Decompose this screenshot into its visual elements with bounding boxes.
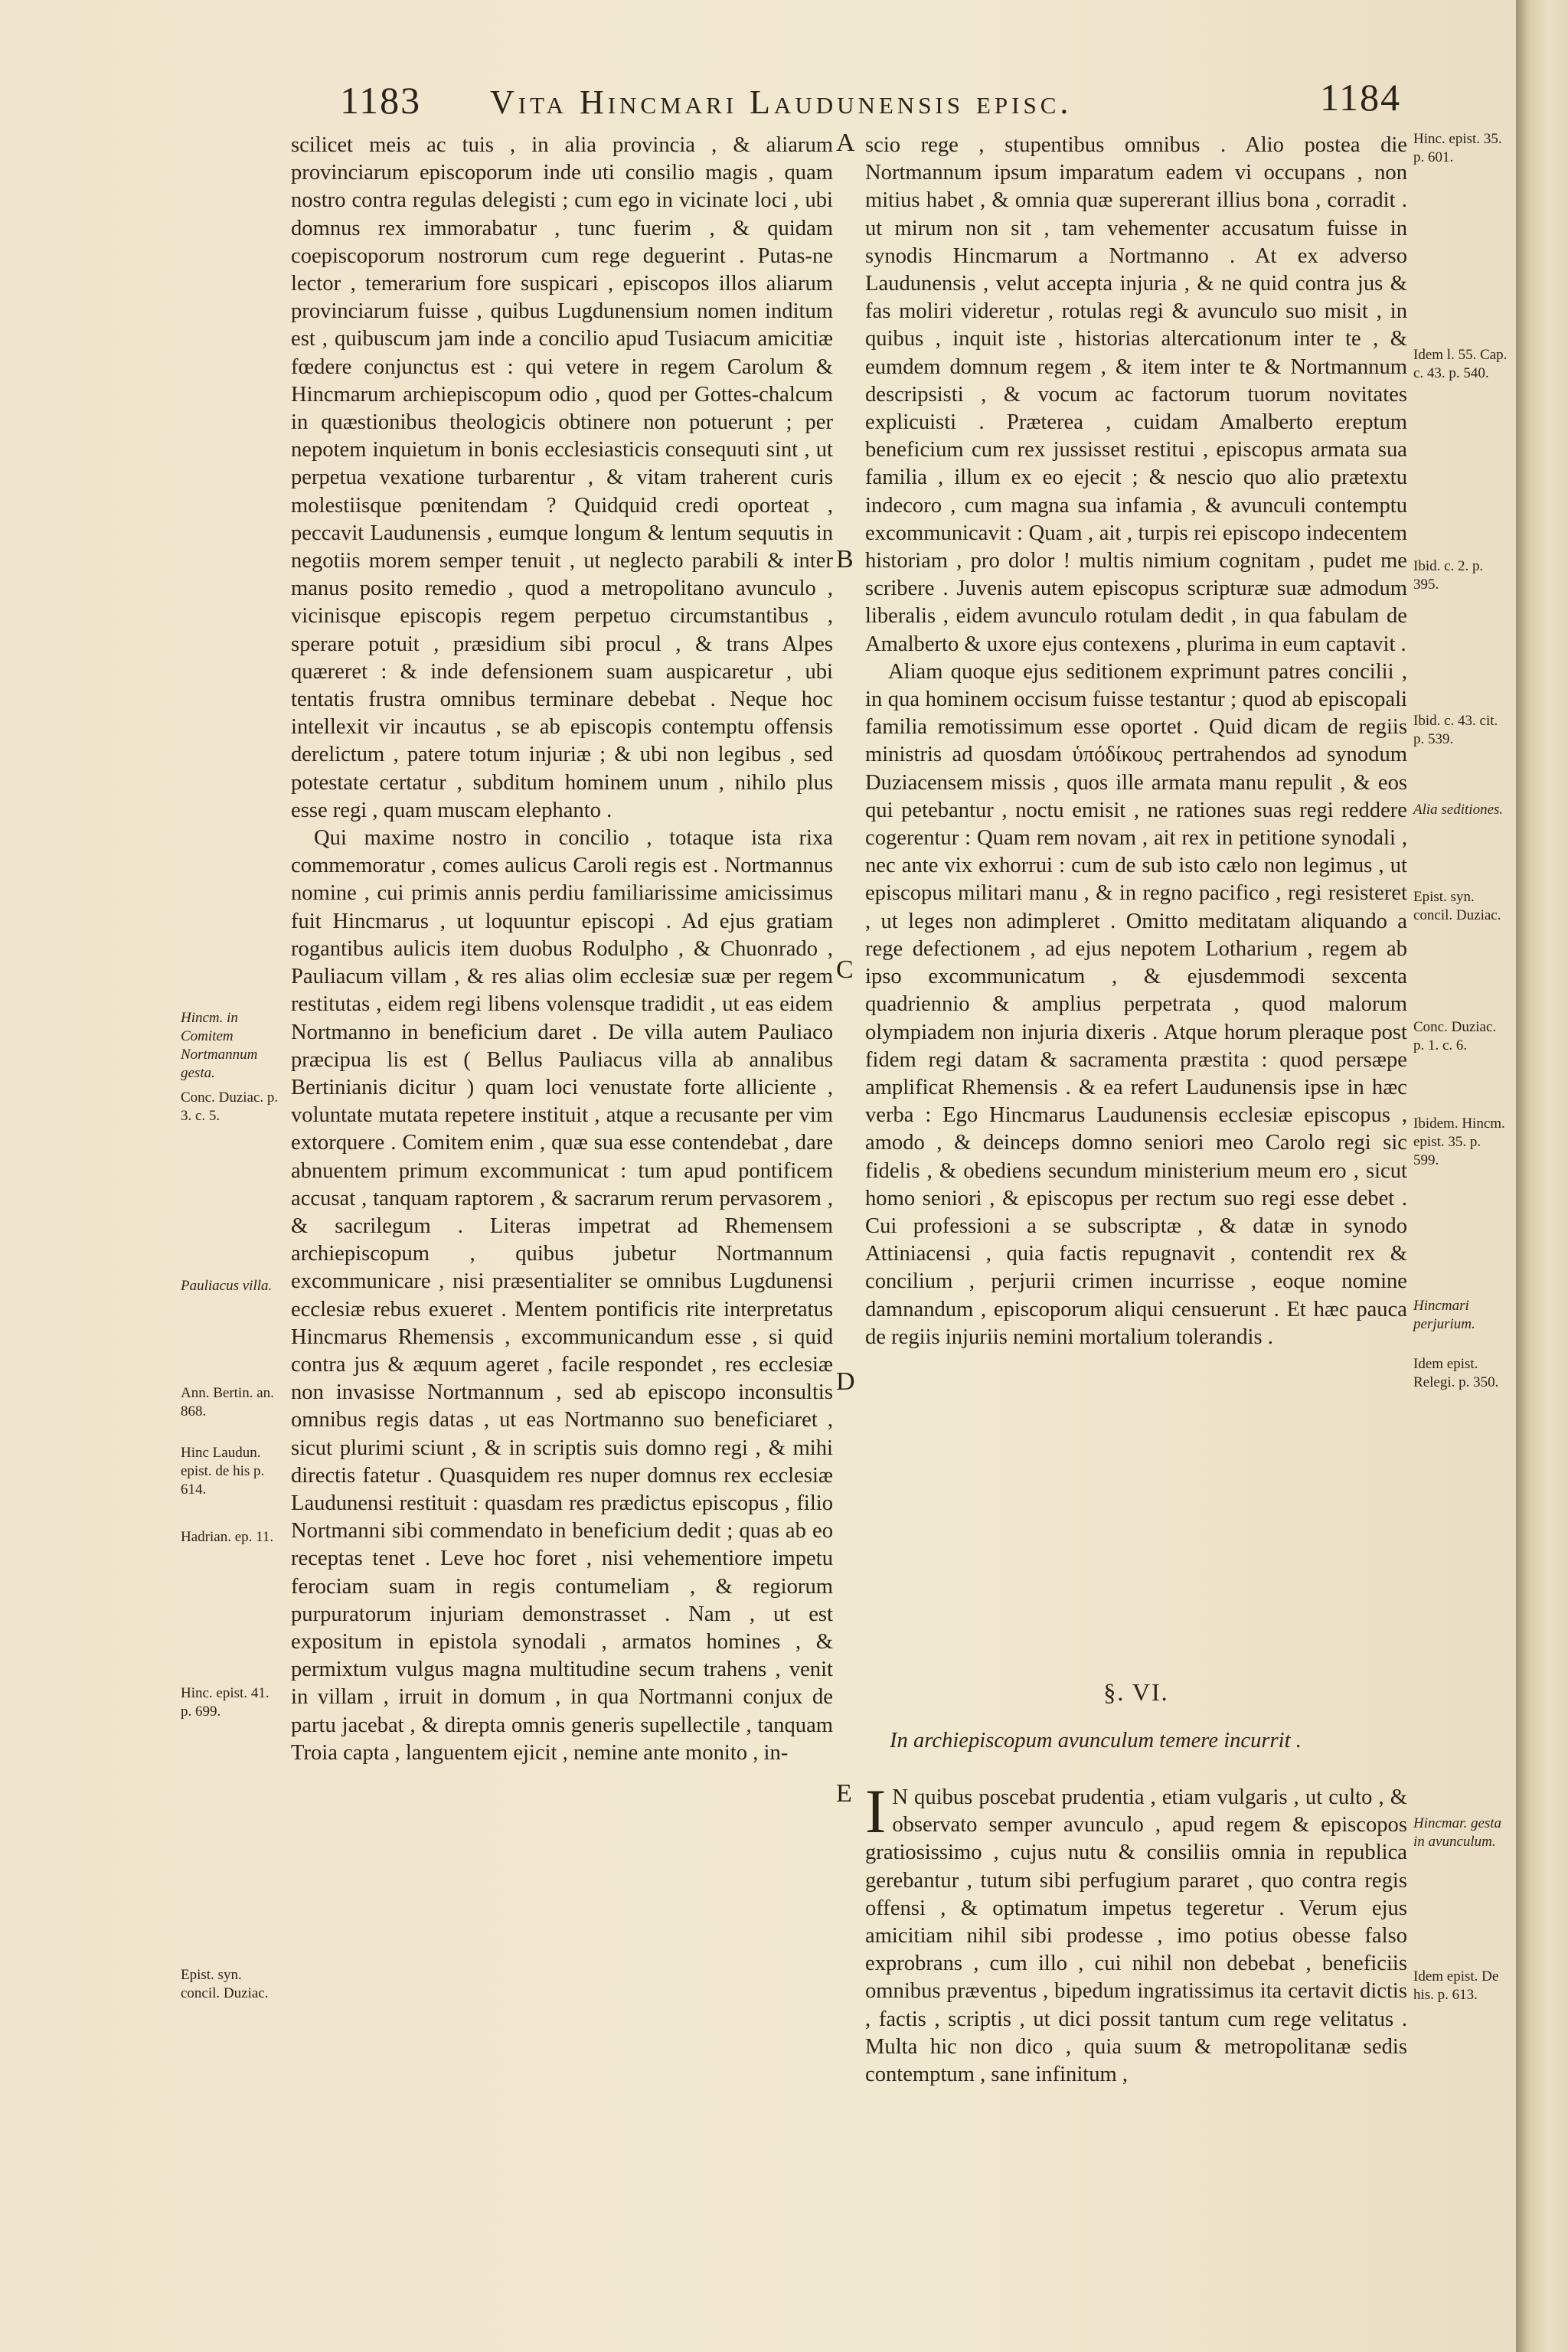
facing-page-edge	[1516, 0, 1568, 2352]
right-paragraph-2: Aliam quoque ejus seditionem exprimunt patres concilii , in qua hominem occisum fuisse testantur ; quod ab episcopali familia remotissimum esse oportet . Quid dicam de regiis ministris ad quosdam ὑπόδίκους pertrahendos ad synodum Duziacensem missis , quos ille armata manu repulit , & eos qui petebantur , noctu emisit , ne rationes suas regi reddere cogerentur : Quam rem novam , ait rex in petitione synodali , nec ante vix exhorrui : cum de sub isto cælo non legimus , ut episcopus militari manu , & in regno pacifico , regi resisteret , ut leges non adimpleret . Omitto meditatam aliquando a rege defectionem , ad ejus nepotem Lotharium , regem ab ipso excommunicatum , & ejusdemmodi sexcenta quadriennio & amplius perpetrata , quod malorum olympiadem non injuria dixeris . Atque horum pleraque post fidem regi datam & sacramenta præstita : quod persæpe amplificat Rhemensis . & ea refert Laudunensis ipse in hæc verba : Ego Hincmarus Laudunensis ecclesiæ episcopus , amodo , & deinceps domno seniori meo Carolo regi sic fidelis , & obediens secundum ministerium meum ero , sicut homo seniori , & episcopus per rectum suo regi esse debet . Cui professioni a se subscriptæ , & datæ in synodo Attiniacensi , quia factis repugnavit , contendit rex & concilium , perjurii crimen incurrisse , eoque nomine damnandum , episcoporum aliqui censuerunt . Et hæc pauca de regiis injuriis nemini mortalium tolerandis .	[865, 659, 1407, 1349]
margin-note-left-1: Hincm. in Comitem Nortmannum gesta.	[181, 1010, 258, 1081]
margin-note-right-10: Idem epist. Relegi. p. 350.	[1413, 1356, 1499, 1390]
right-paragraph-3-text: N quibus poscebat prudentia , etiam vulgaris , ut culto , & observato semper avunculo , apud regem & episcopos gratiosissimo , cujus nutu & consiliis omnia in republica gerebantur , tutum sibi perfugium pararet , quo contra regis offensi , & optimatum impetus tegeretur . Verum ejus amicitiam nihil sibi prodesse , imo potius obesse falso exprobrans , cum illo , cui nihil non debebat , beneficiis omnibus præventus , bipedum ingratissimus ita certavit dictis , factis , scriptis , ut dici possit tantum cum rege velitatus . Multa hic non dico , quia suum & metropolitanæ sedis contemptum , sane infinitum ,	[865, 1785, 1407, 2087]
section-letter-e: E	[836, 1779, 852, 1808]
right-column	[865, 132, 1407, 1663]
drop-cap: I	[865, 1776, 887, 1846]
section-letter-b: B	[836, 545, 854, 573]
margin-note-left-7: Hinc. epist. 41. p. 699.	[181, 1685, 270, 1720]
margin-note-right-4: Ibid. c. 43. cit. p. 539.	[1413, 713, 1498, 747]
right-paragraph-3	[865, 1776, 1407, 2089]
margin-note-right-9: Hincmari perjurium.	[1413, 1298, 1475, 1332]
margin-note-left-8: Epist. syn. concil. Duziac.	[181, 1967, 269, 2001]
section-letter-c: C	[836, 956, 854, 984]
margin-note-right-8: Ibidem. Hincm. epist. 35. p. 599.	[1413, 1116, 1505, 1168]
margin-note-left-5: Hinc Laudun. epist. de his p. 614.	[181, 1445, 265, 1498]
section-subtitle: In archiepiscopum avunculum temere incurrit .	[890, 1729, 1302, 1753]
margin-note-right-6: Epist. syn. concil. Duziac.	[1413, 889, 1501, 923]
margin-note-left-2: Conc. Duziac. p. 3. c. 5.	[181, 1089, 279, 1124]
page-number-left: 1183	[340, 79, 422, 122]
margin-note-right-1: Hinc. epist. 35. p. 601.	[1413, 131, 1502, 165]
left-paragraph-2: Qui maxime nostro in concilio , totaque ista rixa commemoratur , comes aulicus Caroli regis est . Nortmannus nomine , cui primis annis perdiu familiarissime amicissimus fuit Hincmarus , ut loquuntur episcopi . Ad ejus gratiam rogantibus aulicis item duobus Rodulpho , & Chuonrado , Pauliacum villam , & res alias olim ecclesiæ suæ per regem restitutas , eidem regi libens volensque tradidit , ut eas eidem Nortmanno in beneficium daret . De villa autem Pauliaco præcipua lis est ( Bellus Pauliacus villa ab annalibus Bertinianis dicitur ) quam loci venustate forte alliciente , voluntate mutata repetere instituit , atque a recusante per vim extorquere . Comitem enim , quæ sua esse contendebat , dare abnuentem primum excommunicat : tum apud pontificem accusat , tanquam raptorem , & sacrarum rerum pervasorem , & sacrilegum . Literas impetrat ad Rhemensem archiepiscopum , quibus jubetur Nortmannum excommunicare , nisi præsentialiter se omnibus Lugdunensi ecclesiæ rebus exueret . Mentem pontificis rite interpretatus Hincmarus Rhemensis , excommunicandum esse , si quid contra jus & æquum ageret , facile respondet , res ecclesiæ non invasisse Nortmannum , sed ab episcopo inconsultis omnibus regis datas , ut eas Nortmanno suo beneficiaret , sicut plurimi sciunt , & in scriptis suis domno regi , & mihi directis fatetur . Quasquidem res nuper domnus rex ecclesiæ Laudunensi restituit : quasdam res prædictus episcopus , filio Nortmanni sibi commendato in beneficium dedit ; quas ab eo receptas tenet . Leve hoc foret , nisi vehementiore impetu ferociam suam in regis contumeliam , & regiorum purpuratorum injuriam demonstrasset . Nam , ut est expositum in epistola synodali , armatos homines , & permixtum vulgus magna multitudine secum trahens , venit in villam , irruit in domum , in qua Nortmanni conjux de partu jacebat , & direpta omnis generis supellectile , tanquam Troia capta , languentem ejicit , nemine ante monito , in-	[291, 826, 833, 1765]
left-paragraph-1: scilicet meis ac tuis , in alia provincia , & aliarum provinciarum episcoporum inde uti consilio magis , quam nostro contra regulas delegisti ; cum ego in vicinate loci , ubi domnus rex immorabatur , tunc fuerim , & quidam coepiscoporum nostrorum cum rege deguerint . Putas-ne lector , temerarium fore suspicari , episcopos illos aliarum provinciarum fuisse , quibus Lugdunensium nomen inditum est , quibuscum jam inde a concilio apud Tusiacum amicitiæ fœdere conjunctus est : qui vetere in regem Carolum & Hincmarum archiepiscopum odio , quod per Gottes-chalcum in quæstionibus theologicis obtinere non potuerunt ; per nepotem inquietum in bonis ecclesiasticis consequuti sint , ut perpetua vexatione turbarentur , & vitam traherent curis molestiisque pœnitendam ? Quidquid credi oporteat , peccavit Laudunensis , eumque longum & lentum sequutis in negotiis morem semper tenuit , ut neglecto parabili & inter manus posito remedio , quod a metropolitano avunculo , vicinisque episcopis regem perpetuo circumstantibus , sperare potuit , præsidium sibi procul , & trans Alpes quæreret : & inde defensionem suam auspicaretur , ubi tentatis frustra omnibus terminare debebat . Neque hoc intellexit vir incautus , se ab episcopis contemptu offensis derelictum , patere totum injuriæ ; & ubi non legibus , sed potestate certatur , subditum hominem unum , nihilo plus esse regi , quam muscam elephanto .	[291, 133, 833, 822]
margin-note-right-2: Idem l. 55. Cap. c. 43. p. 540.	[1413, 347, 1508, 381]
section-letter-a: A	[836, 129, 855, 157]
left-column	[291, 132, 833, 1767]
margin-note-right-7: Conc. Duziac. p. 1. c. 6.	[1413, 1019, 1497, 1054]
margin-note-right-12: Idem epist. De his. p. 613.	[1413, 1968, 1499, 2003]
page-number-right: 1184	[1320, 76, 1402, 119]
margin-note-right-11: Hincmar. gesta in avunculum.	[1413, 1815, 1502, 1850]
right-paragraph-1: scio rege , stupentibus omnibus . Alio postea die Nortmannum ipsum imparatum eadem vi occupans , non mitius habet , & omnia quæ supererant illius bona , corradit . ut mirum non sit , tam vehementer accusatum fuisse in synodis Hincmarum a Nortmanno . At ex adverso Laudunensis , velut accepta injuria , & ne quid contra jus & fas moliri videretur , rotulas regi & avunculo suo misit , in quibus , inquit iste , historias altercationum inter te , & eumdem domnum regem , & item inter te & Nortmannum descripsisti , & vocum ac factorum tuorum novitates explicuisti . Præterea , cuidam Amalberto ereptum beneficium cum rex jussisset restitui , episcopus armata sua familia , illum ex eo ejecit ; & nescio quo alio prætextu indecoro , cum magna sua infamia , & avunculi contemptu excommunicavit : Quam , ait , turpis rei episcopo indecentem historiam , pro dolor ! multis nimium cognitam , pudet me scribere . Juvenis autem episcopus scripturæ suæ admodum liberalis , eidem avunculo rotulam dedit , in qua fabulam de Amalberto & uxore ejus contexens , plurima in eum captavit .	[865, 133, 1407, 656]
margin-note-right-5: Alia seditiones.	[1413, 802, 1504, 818]
section-heading: §. VI.	[1103, 1678, 1169, 1706]
margin-note-left-3: Pauliacus villa.	[181, 1278, 273, 1294]
margin-note-left-6: Hadrian. ep. 11.	[181, 1529, 274, 1545]
right-column-section	[865, 1776, 1407, 2089]
running-title: Vita Hincmari Laudunensis episc.	[490, 83, 1073, 121]
margin-note-left-4: Ann. Bertin. an. 868.	[181, 1385, 274, 1419]
margin-note-right-3: Ibid. c. 2. p. 395.	[1413, 558, 1484, 593]
page-header	[0, 75, 1531, 129]
section-letter-d: D	[836, 1367, 855, 1396]
